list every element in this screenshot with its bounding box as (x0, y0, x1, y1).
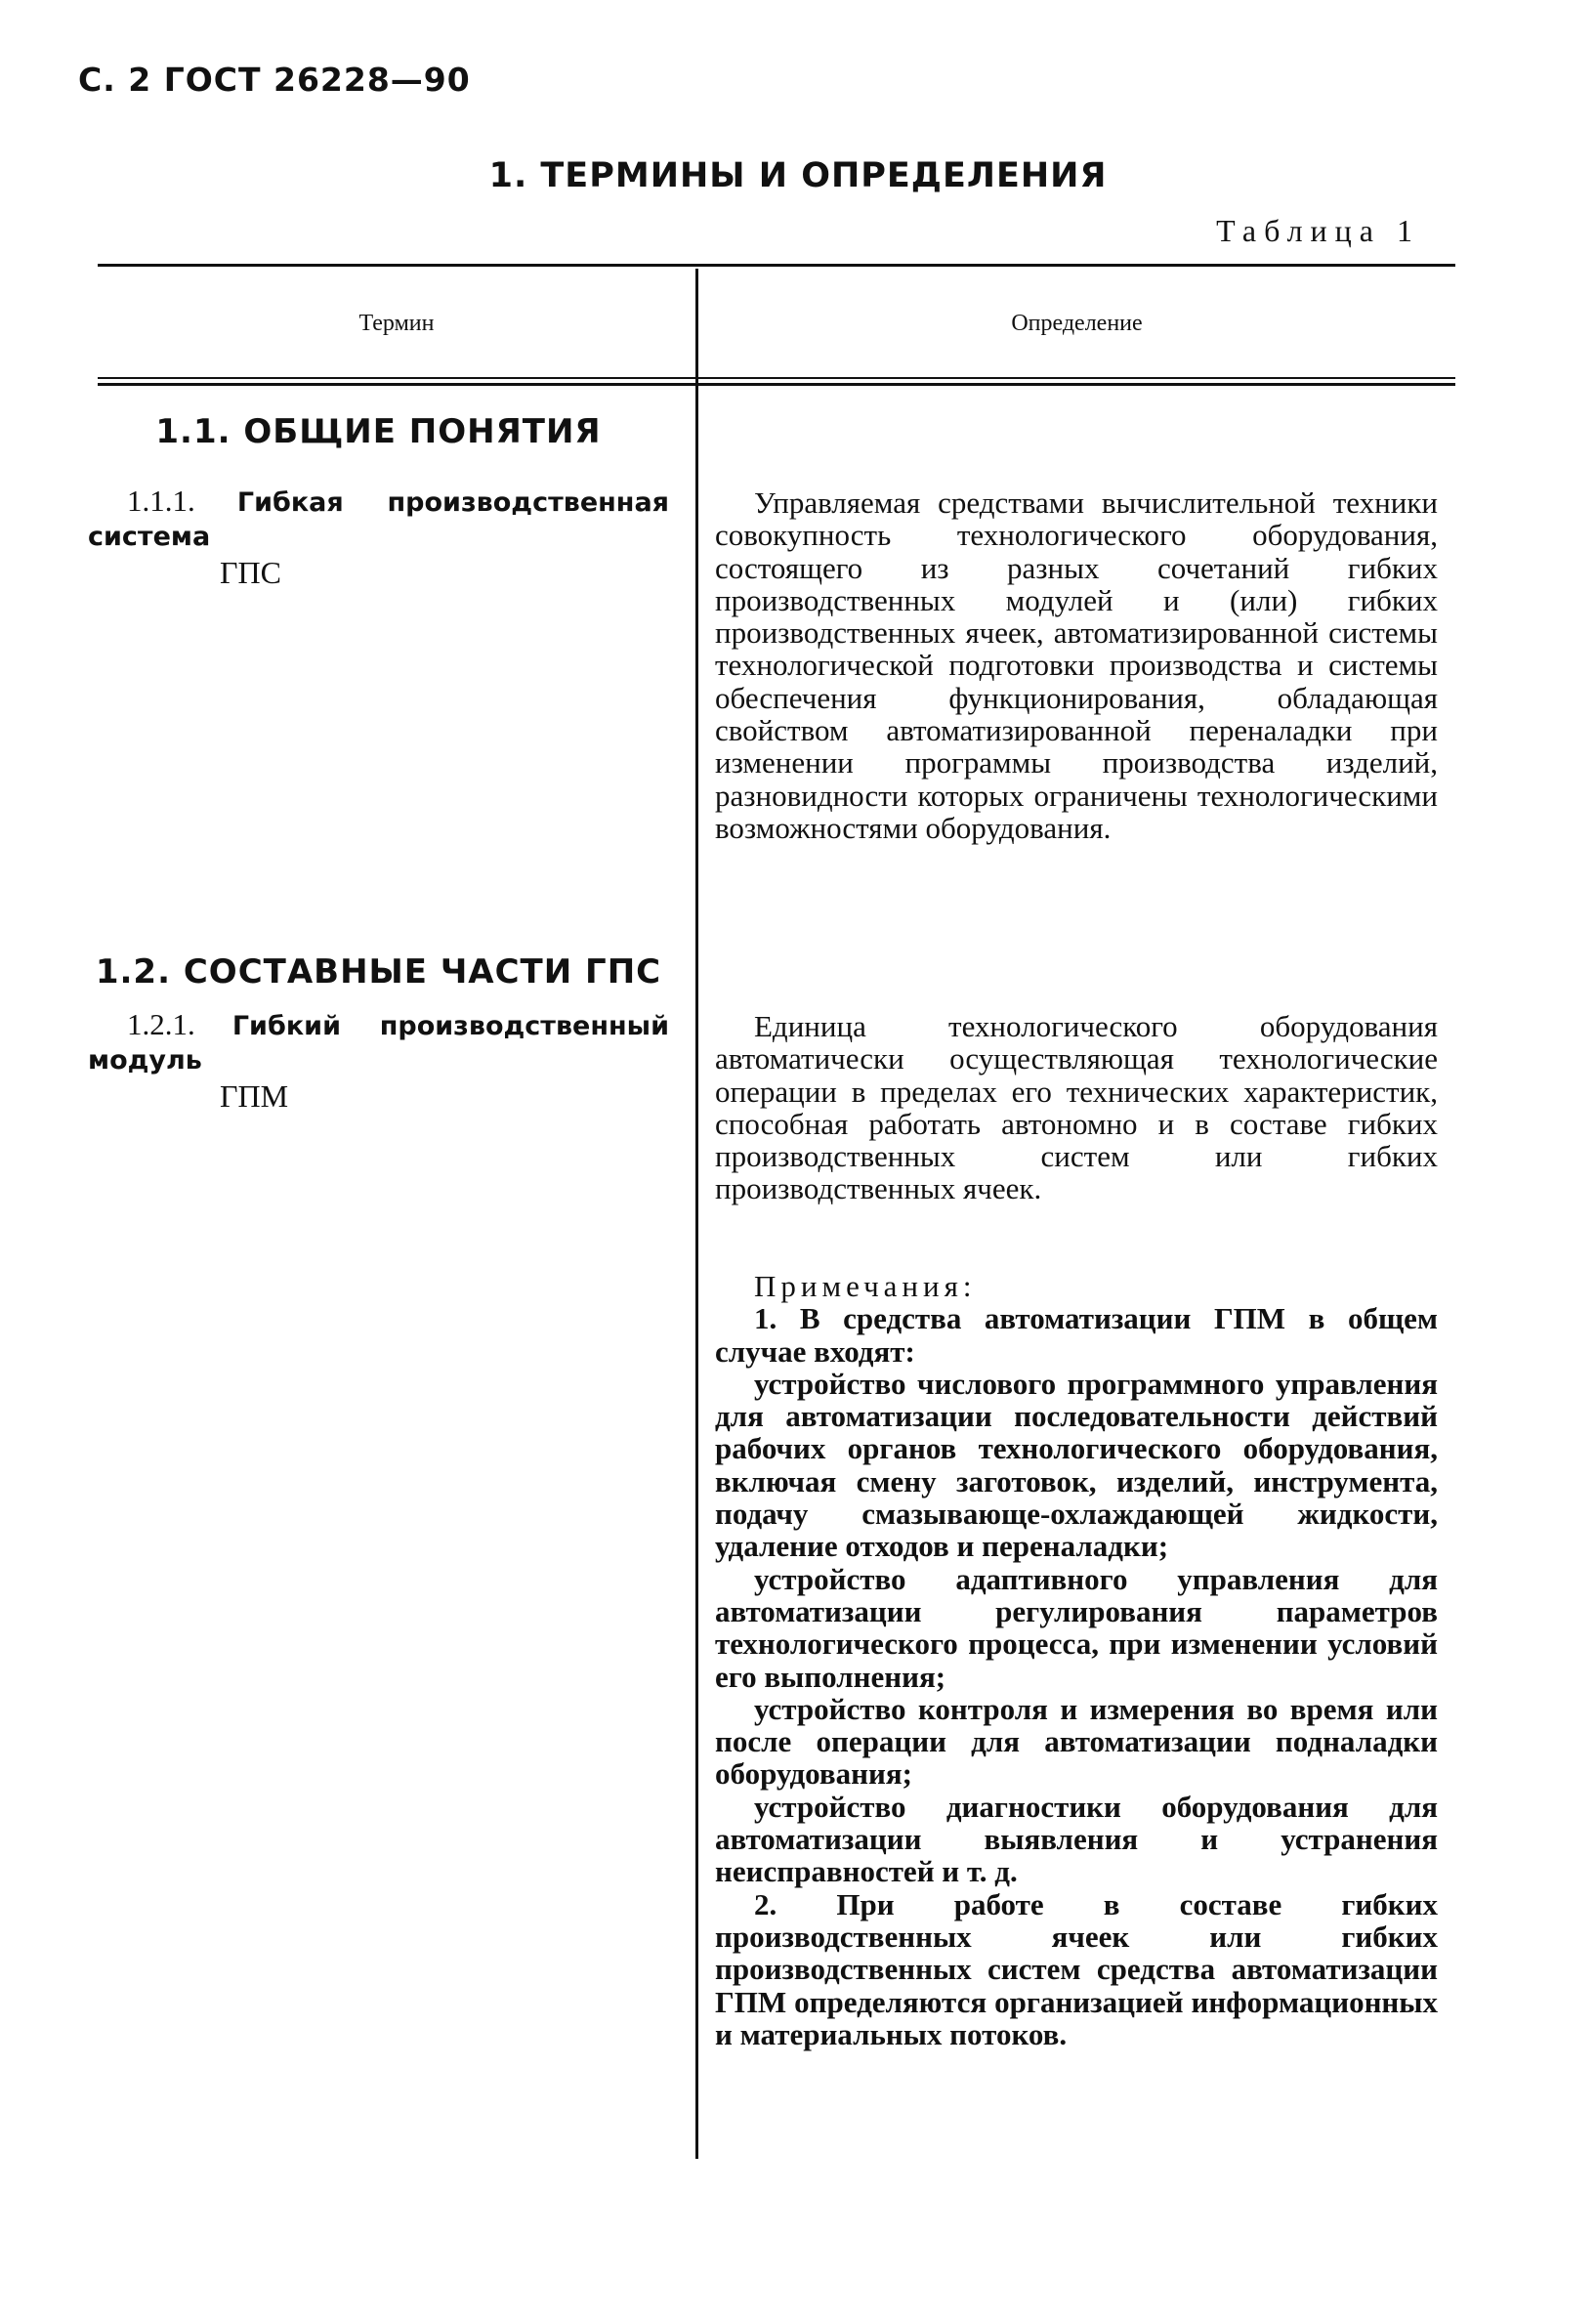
note-item: 2. При работе в составе гибких производственных ячеек или гибких производственных систем средства автоматизации ГПМ определяются организацией информационных и материальных потоков. (715, 1886, 1438, 2051)
column-header-term: Термин (358, 311, 435, 336)
definition-entry (715, 1010, 1438, 1205)
term-abbreviation: ГПС (220, 555, 281, 590)
group-components (88, 952, 669, 992)
notes-block (715, 1270, 1438, 2050)
header-rule (98, 377, 1455, 379)
section-title: 1. ТЕРМИНЫ И ОПРЕДЕЛЕНИЯ (488, 156, 1108, 195)
note-item: устройство диагностики оборудования для автоматизации выявления и устранения неисправностей и т. д. (715, 1789, 1438, 1889)
term-name: Гибкая производственная система (88, 487, 669, 552)
group-general-concepts (88, 412, 669, 451)
notes-title: Примечания: (754, 1269, 977, 1303)
term-text (88, 1008, 669, 1076)
note-item: 1. В средства автоматизации ГПМ в общем случае входят: (715, 1301, 1438, 1369)
definition-text: Единица технологического оборудования автоматически осуществляющая технологические операции в пределах его технических характеристик, способная работать автономно и в составе гибких производственных систем или гибких производственных ячеек. (715, 1009, 1438, 1206)
term-number: 1.1.1. (127, 484, 195, 518)
definition-text: Управляемая средствами вычислительной техники совокупность технологического оборудования, состоящего из разных сочетаний гибких производственных модулей и (или) гибких производственных ячеек, автоматизированной системы технологической подготовки производства и системы обеспечения функционирования, обладающая свойством автоматизированной переналадки при изменении программы производства изделий, разновидности которых ограничены технологическими возможностями оборудования. (715, 485, 1438, 845)
group-title: 1.1. ОБЩИЕ ПОНЯТИЯ (155, 412, 602, 451)
term-entry (88, 1008, 669, 1115)
note-item: устройство контроля и измерения во время или после операции для автоматизации подналадки оборудования; (715, 1691, 1438, 1792)
term-name: Гибкий производственный модуль (88, 1011, 669, 1076)
header-rule-double (98, 383, 1455, 386)
term-text (88, 485, 669, 553)
term-entry (88, 485, 669, 591)
table-top-rule (98, 264, 1455, 267)
table-caption: Таблица 1 (1216, 213, 1420, 248)
group-title: 1.2. СОСТАВНЫЕ ЧАСТИ ГПС (95, 952, 662, 992)
note-item: устройство числового программного управления для автоматизации последовательности действий рабочих органов технологического оборудования, включая смену заготовок, изделий, инструмента, подачу смазывающе-охлаждающей жидкости, удаление отходов и переналадки; (715, 1366, 1438, 1564)
note-item: устройство адаптивного управления для автоматизации регулирования параметров технологического процесса, при изменении условий его выполнения; (715, 1561, 1438, 1694)
term-number: 1.2.1. (127, 1007, 195, 1041)
term-abbreviation: ГПМ (220, 1078, 289, 1114)
definition-entry (715, 486, 1438, 844)
page-header: С. 2 ГОСТ 26228—90 (78, 61, 471, 99)
column-divider (695, 269, 698, 2159)
column-header-definition: Определение (1011, 311, 1143, 336)
